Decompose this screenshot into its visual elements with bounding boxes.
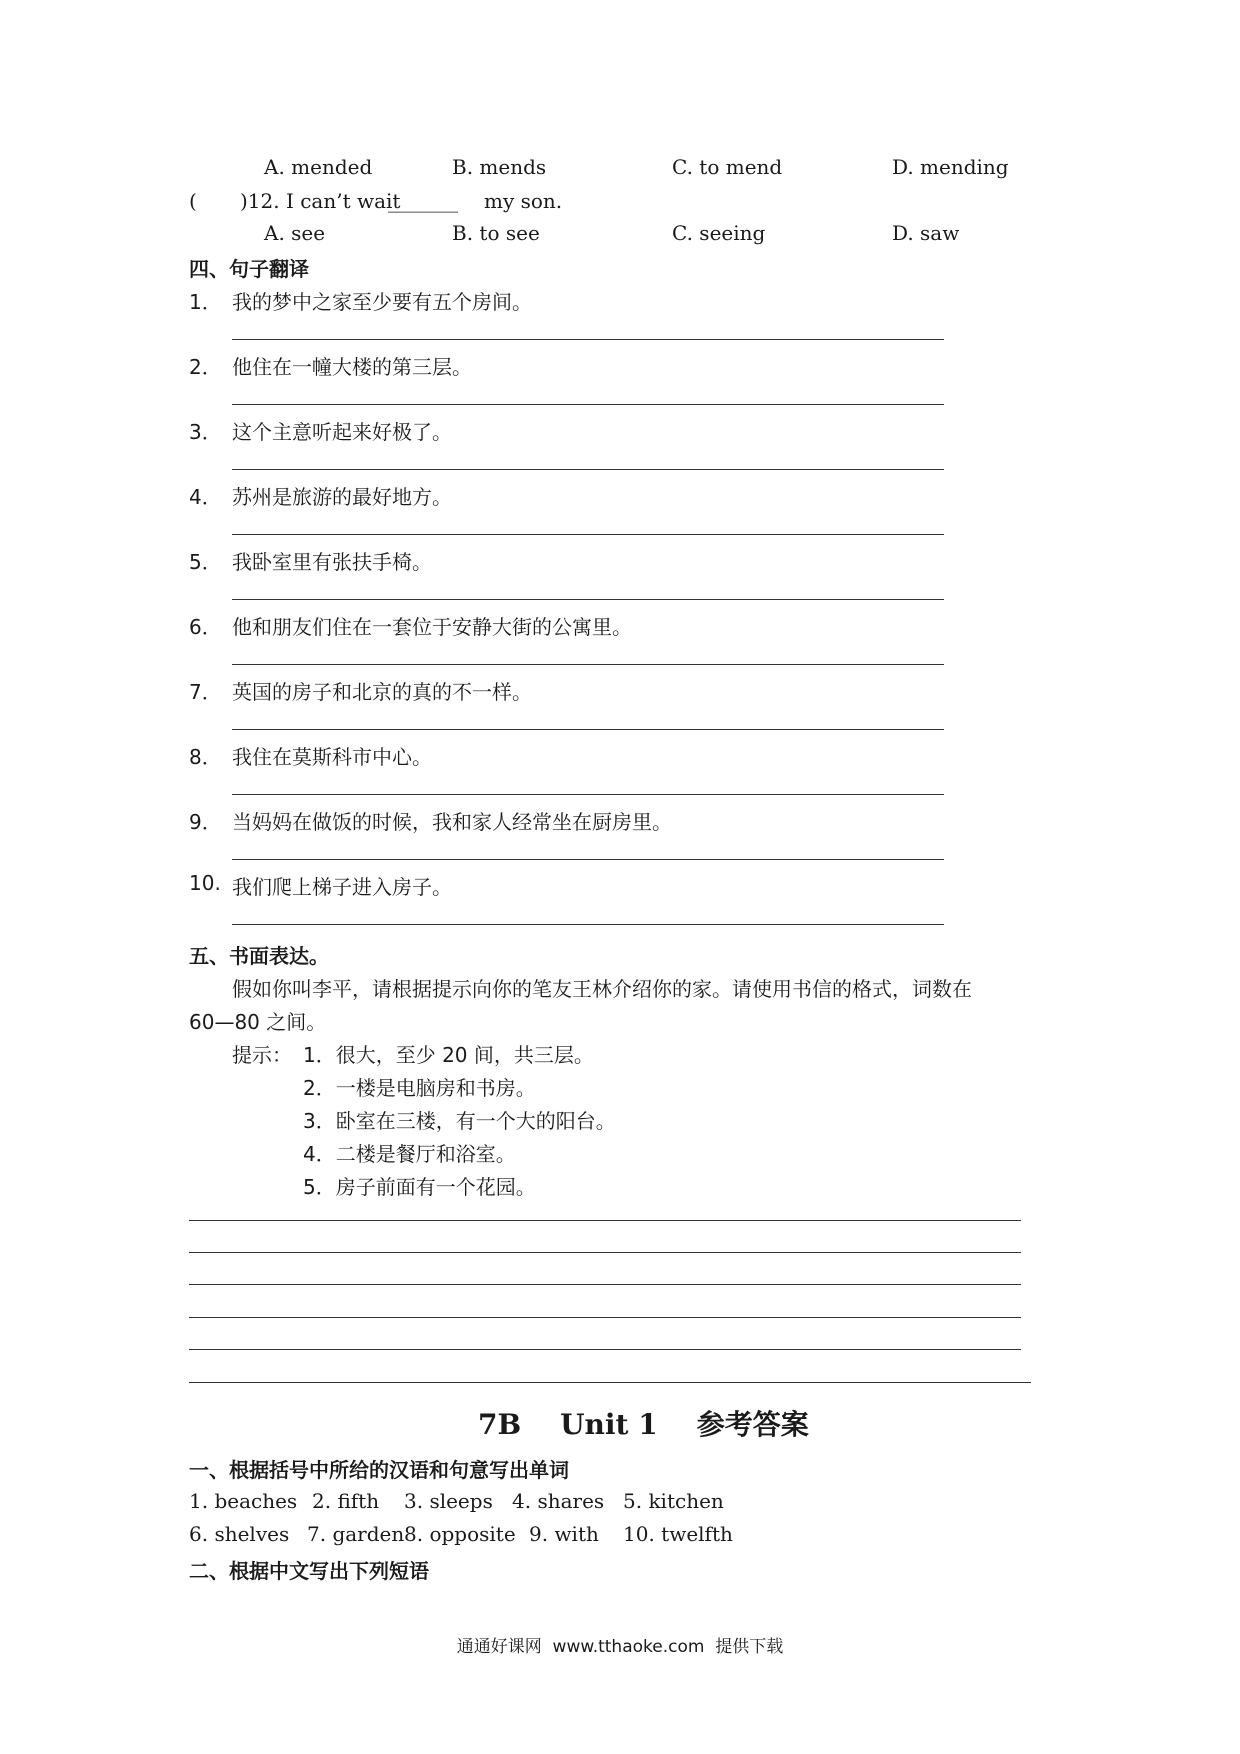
q11-option-b: B. mends xyxy=(452,155,547,179)
q11-option-d: D. mending xyxy=(892,155,1009,179)
translation-answer-line xyxy=(232,599,944,600)
q12-paren-open: ( xyxy=(189,189,197,213)
translation-answer-line xyxy=(232,339,944,340)
section5-hint-label: 提示： xyxy=(232,1043,292,1067)
section5-intro-line2: 60—80 之间。 xyxy=(189,1010,327,1034)
answers-part2-heading: 二、根据中文写出下列短语 xyxy=(189,1559,429,1583)
translation-answer-line xyxy=(232,469,944,470)
translation-item-number: 10. xyxy=(189,871,221,895)
section5-intro-line1: 假如你叫李平，请根据提示向你的笔友王林介绍你的家。请使用书信的格式，词数在 xyxy=(232,977,972,1001)
translation-item-text: 他和朋友们住在一套位于安静大街的公寓里。 xyxy=(232,615,632,639)
answer-2: 2. fifth xyxy=(312,1489,380,1513)
translation-answer-line xyxy=(232,664,944,665)
translation-item-number: 6． xyxy=(189,615,222,639)
translation-answer-line xyxy=(232,859,944,860)
q11-option-c: C. to mend xyxy=(672,155,783,179)
q12-tail: my son. xyxy=(484,189,563,213)
writing-line xyxy=(189,1284,1021,1285)
answers-title: 7B Unit 1 参考答案 xyxy=(478,1408,809,1441)
writing-line xyxy=(189,1220,1021,1221)
translation-item-text: 英国的房子和北京的真的不一样。 xyxy=(232,680,532,704)
translation-item-text: 我住在莫斯科市中心。 xyxy=(232,745,432,769)
section5-hint-3: 3．卧室在三楼，有一个大的阳台。 xyxy=(303,1109,616,1133)
answer-7: 7. garden xyxy=(307,1522,405,1546)
page-footer: 通通好课网 www.tthaoke.com 提供下载 xyxy=(456,1637,784,1657)
translation-answer-line xyxy=(232,534,944,535)
writing-line xyxy=(189,1349,1021,1350)
answer-10: 10. twelfth xyxy=(623,1522,733,1546)
section5-hint-2: 2．一楼是电脑房和书房。 xyxy=(303,1076,536,1100)
translation-item-number: 9． xyxy=(189,810,222,834)
translation-item-text: 我的梦中之家至少要有五个房间。 xyxy=(232,290,532,314)
q12-option-b: B. to see xyxy=(452,221,540,245)
translation-item-text: 我们爬上梯子进入房子。 xyxy=(232,875,452,899)
q12-option-d: D. saw xyxy=(892,221,960,245)
answers-part1-heading: 一、根据括号中所给的汉语和句意写出单词 xyxy=(189,1458,569,1482)
translation-answer-line xyxy=(232,924,944,925)
writing-line xyxy=(189,1252,1021,1253)
translation-answer-line xyxy=(232,794,944,795)
writing-line xyxy=(189,1317,1021,1318)
translation-item-number: 5． xyxy=(189,550,222,574)
answer-9: 9. with xyxy=(529,1522,599,1546)
answer-8: 8. opposite xyxy=(404,1522,516,1546)
translation-answer-line xyxy=(232,404,944,405)
q11-option-a: A. mended xyxy=(264,155,373,179)
translation-item-number: 2． xyxy=(189,355,222,379)
translation-item-text: 他住在一幢大楼的第三层。 xyxy=(232,355,472,379)
writing-line xyxy=(189,1382,1031,1383)
translation-item-number: 1． xyxy=(189,290,222,314)
translation-item-text: 苏州是旅游的最好地方。 xyxy=(232,485,452,509)
translation-item-number: 7． xyxy=(189,680,222,704)
section5-hint-4: 4．二楼是餐厅和浴室。 xyxy=(303,1142,516,1166)
q12-option-c: C. seeing xyxy=(672,221,766,245)
translation-item-number: 4． xyxy=(189,485,222,509)
answer-3: 3. sleeps xyxy=(404,1489,493,1513)
q12-blank: _______ xyxy=(388,189,458,213)
translation-item-text: 当妈妈在做饭的时候，我和家人经常坐在厨房里。 xyxy=(232,810,672,834)
section5-heading: 五、书面表达。 xyxy=(189,944,329,968)
answer-5: 5. kitchen xyxy=(623,1489,724,1513)
q12-option-a: A. see xyxy=(264,221,326,245)
section5-hint-1: 1．很大，至少 20 间，共三层。 xyxy=(303,1043,594,1067)
answer-6: 6. shelves xyxy=(189,1522,290,1546)
answer-1: 1. beaches xyxy=(189,1489,298,1513)
translation-item-text: 我卧室里有张扶手椅。 xyxy=(232,550,432,574)
translation-item-number: 8． xyxy=(189,745,222,769)
q12-stem: )12. I can’t wait xyxy=(240,189,401,213)
translation-item-text: 这个主意听起来好极了。 xyxy=(232,420,452,444)
answer-4: 4. shares xyxy=(512,1489,605,1513)
translation-answer-line xyxy=(232,729,944,730)
translation-item-number: 3． xyxy=(189,420,222,444)
section4-heading: 四、句子翻译 xyxy=(189,257,309,281)
section5-hint-5: 5．房子前面有一个花园。 xyxy=(303,1175,536,1199)
